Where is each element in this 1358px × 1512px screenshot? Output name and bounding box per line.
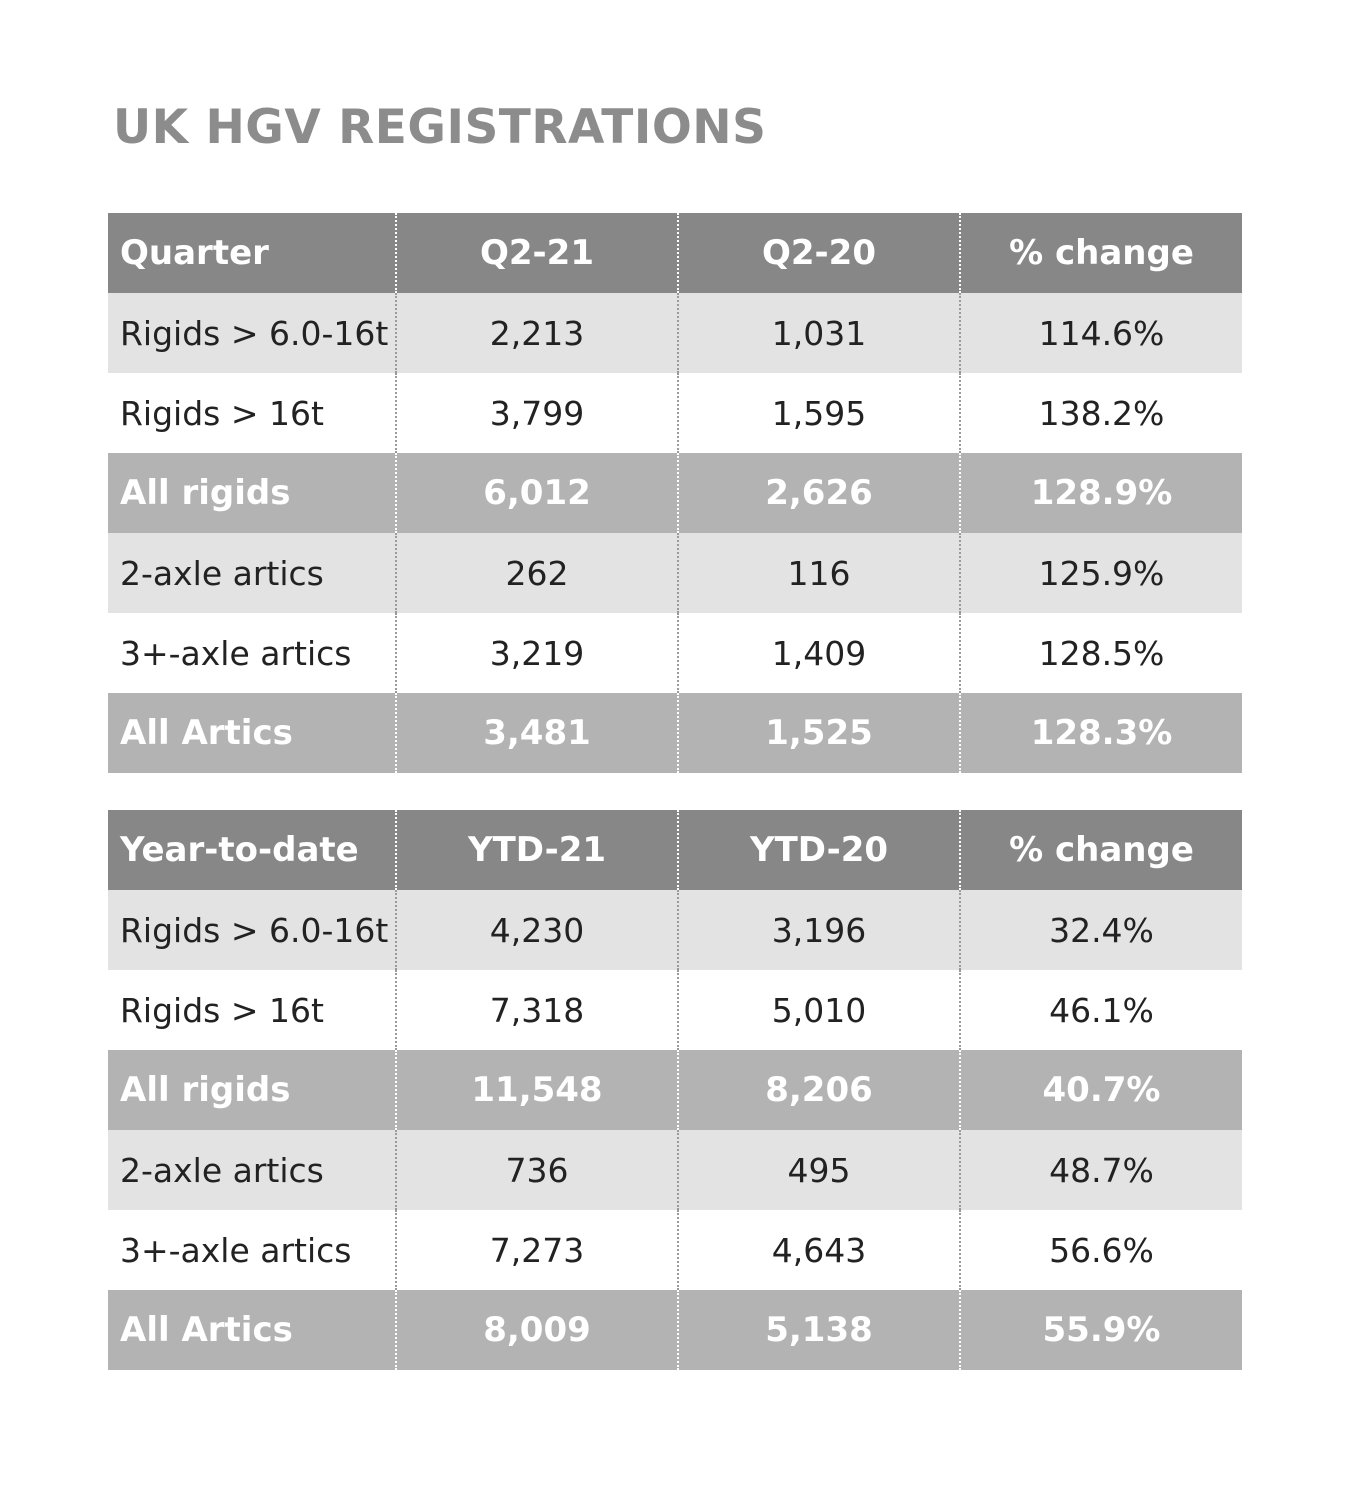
current-value-cell: 3,799 bbox=[396, 373, 678, 453]
previous-value-cell: 5,138 bbox=[678, 1290, 960, 1370]
current-value-cell: 6,012 bbox=[396, 453, 678, 533]
percent-change-cell: 128.9% bbox=[960, 453, 1242, 533]
table-row bbox=[108, 613, 1242, 693]
table-row bbox=[108, 1130, 1242, 1210]
row-label-cell: Rigids > 6.0-16t bbox=[108, 890, 396, 970]
row-label-cell: 3+-axle artics bbox=[108, 613, 396, 693]
current-value-cell: 4,230 bbox=[396, 890, 678, 970]
table-row bbox=[108, 293, 1242, 373]
year-to-date-table-header bbox=[108, 810, 1242, 890]
current-value-cell: 3,481 bbox=[396, 693, 678, 773]
total-row bbox=[108, 693, 1242, 773]
row-label-cell: All Artics bbox=[108, 693, 396, 773]
row-label-cell: Rigids > 16t bbox=[108, 970, 396, 1050]
current-value-cell: 7,273 bbox=[396, 1210, 678, 1290]
current-value-cell: 11,548 bbox=[396, 1050, 678, 1130]
year-to-date-table bbox=[108, 810, 1242, 1370]
previous-value-cell: 1,595 bbox=[678, 373, 960, 453]
column-header-label: Quarter bbox=[108, 213, 396, 293]
percent-change-cell: 128.3% bbox=[960, 693, 1242, 773]
row-label-cell: Rigids > 16t bbox=[108, 373, 396, 453]
previous-value-cell: 8,206 bbox=[678, 1050, 960, 1130]
current-value-cell: 2,213 bbox=[396, 293, 678, 373]
previous-value-cell: 495 bbox=[678, 1130, 960, 1210]
row-label-cell: 3+-axle artics bbox=[108, 1210, 396, 1290]
percent-change-cell: 128.5% bbox=[960, 613, 1242, 693]
previous-value-cell: 3,196 bbox=[678, 890, 960, 970]
previous-value-cell: 1,031 bbox=[678, 293, 960, 373]
row-label-cell: 2-axle artics bbox=[108, 1130, 396, 1210]
column-header-current: Q2-21 bbox=[396, 213, 678, 293]
percent-change-cell: 138.2% bbox=[960, 373, 1242, 453]
column-header-previous: Q2-20 bbox=[678, 213, 960, 293]
quarter-table-body bbox=[108, 293, 1242, 773]
percent-change-cell: 56.6% bbox=[960, 1210, 1242, 1290]
percent-change-cell: 32.4% bbox=[960, 890, 1242, 970]
previous-value-cell: 116 bbox=[678, 533, 960, 613]
previous-value-cell: 1,525 bbox=[678, 693, 960, 773]
current-value-cell: 3,219 bbox=[396, 613, 678, 693]
quarter-table-header bbox=[108, 213, 1242, 293]
table-row bbox=[108, 970, 1242, 1050]
table-row bbox=[108, 890, 1242, 970]
year-to-date-table-body bbox=[108, 890, 1242, 1370]
percent-change-cell: 125.9% bbox=[960, 533, 1242, 613]
row-label-cell: Rigids > 6.0-16t bbox=[108, 293, 396, 373]
total-row bbox=[108, 1050, 1242, 1130]
table-row bbox=[108, 373, 1242, 453]
row-label-cell: All rigids bbox=[108, 1050, 396, 1130]
column-header-change: % change bbox=[960, 810, 1242, 890]
page-title: UK HGV REGISTRATIONS bbox=[113, 100, 767, 155]
column-header-change: % change bbox=[960, 213, 1242, 293]
quarter-table bbox=[108, 213, 1242, 773]
previous-value-cell: 2,626 bbox=[678, 453, 960, 533]
column-header-current: YTD-21 bbox=[396, 810, 678, 890]
total-row bbox=[108, 1290, 1242, 1370]
percent-change-cell: 114.6% bbox=[960, 293, 1242, 373]
column-header-label: Year-to-date bbox=[108, 810, 396, 890]
table-row bbox=[108, 533, 1242, 613]
percent-change-cell: 40.7% bbox=[960, 1050, 1242, 1130]
row-label-cell: 2-axle artics bbox=[108, 533, 396, 613]
column-header-previous: YTD-20 bbox=[678, 810, 960, 890]
percent-change-cell: 46.1% bbox=[960, 970, 1242, 1050]
row-label-cell: All rigids bbox=[108, 453, 396, 533]
percent-change-cell: 55.9% bbox=[960, 1290, 1242, 1370]
previous-value-cell: 5,010 bbox=[678, 970, 960, 1050]
total-row bbox=[108, 453, 1242, 533]
table-row bbox=[108, 1210, 1242, 1290]
current-value-cell: 262 bbox=[396, 533, 678, 613]
percent-change-cell: 48.7% bbox=[960, 1130, 1242, 1210]
current-value-cell: 7,318 bbox=[396, 970, 678, 1050]
previous-value-cell: 1,409 bbox=[678, 613, 960, 693]
current-value-cell: 8,009 bbox=[396, 1290, 678, 1370]
row-label-cell: All Artics bbox=[108, 1290, 396, 1370]
previous-value-cell: 4,643 bbox=[678, 1210, 960, 1290]
current-value-cell: 736 bbox=[396, 1130, 678, 1210]
